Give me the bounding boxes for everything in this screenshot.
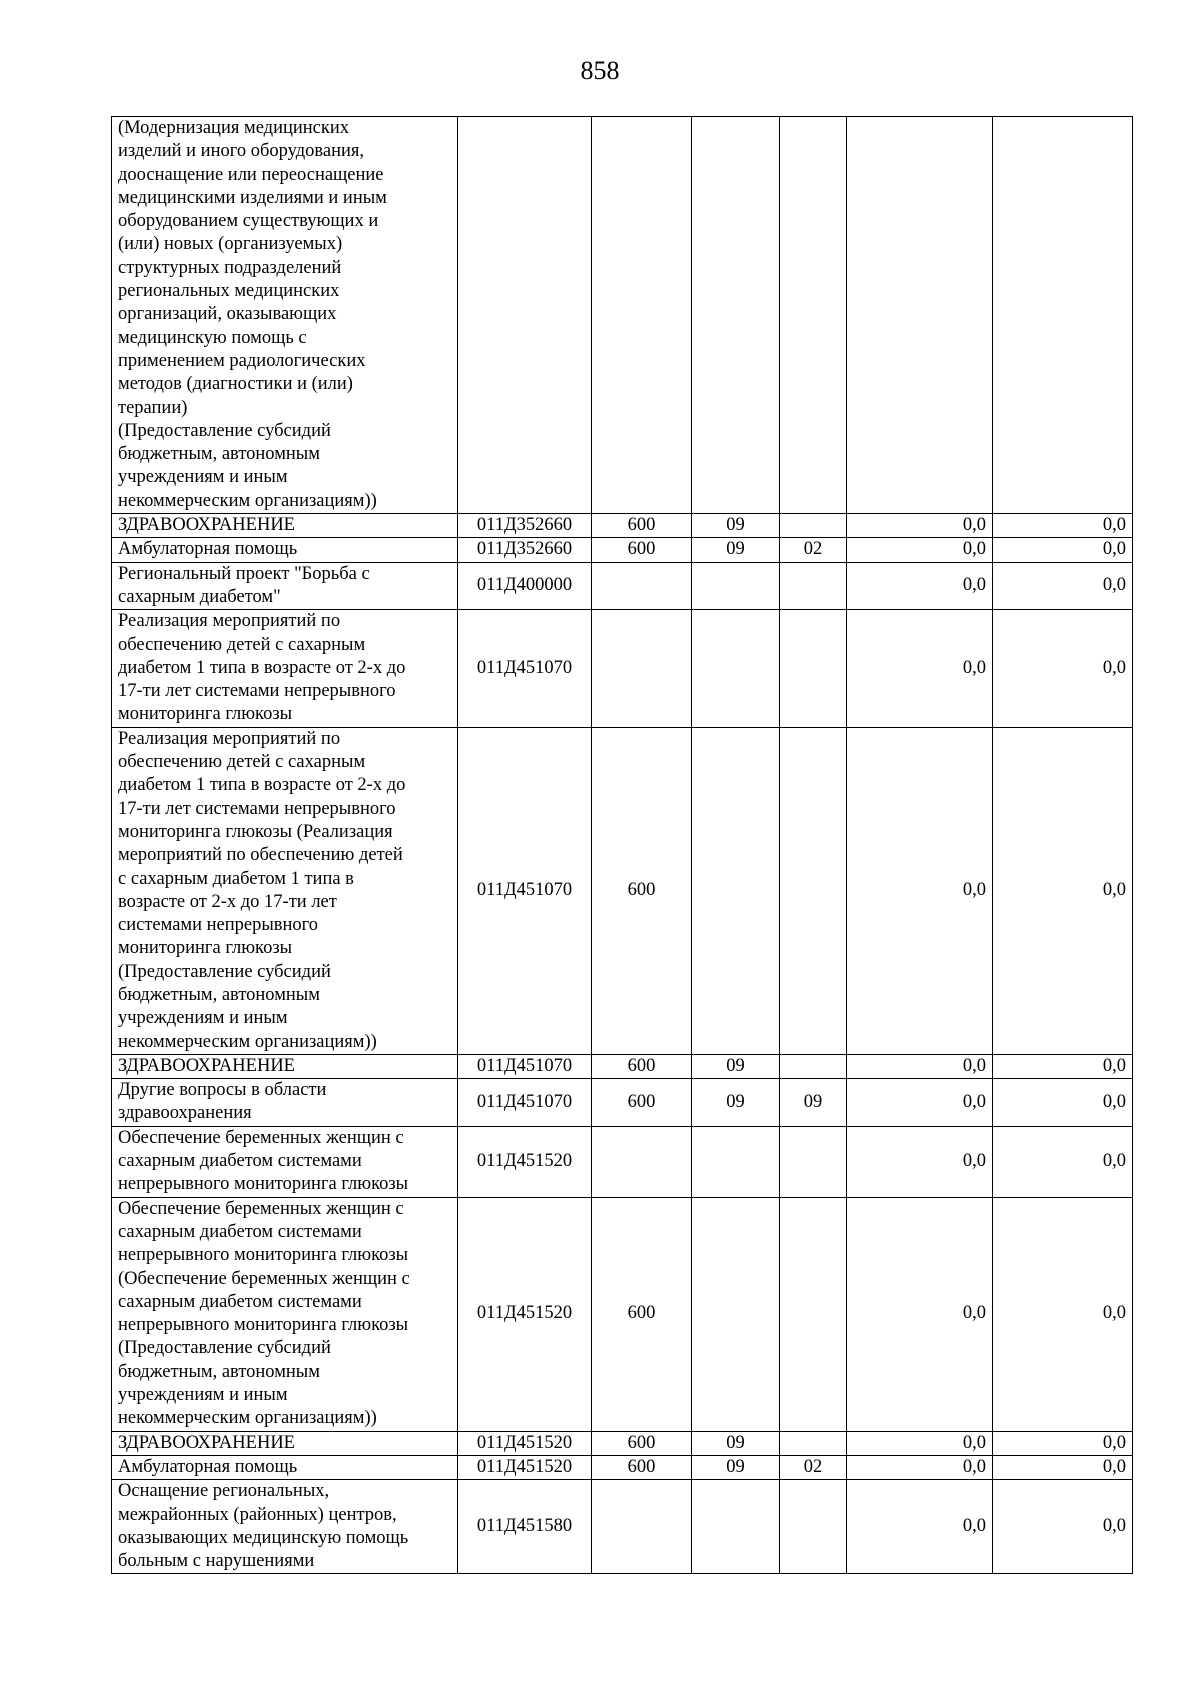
amount-2-cell: 0,0: [993, 538, 1133, 562]
expense-type-cell: 600: [592, 1197, 692, 1431]
budget-table: [111, 116, 1133, 1574]
amount-1-cell: [847, 117, 993, 514]
table-row: [112, 1197, 1133, 1431]
table-row: [112, 1126, 1133, 1197]
section-cell: 09: [692, 1455, 780, 1479]
table-row: [112, 1480, 1133, 1574]
section-cell: [692, 610, 780, 727]
subsection-cell: 02: [780, 538, 847, 562]
section-cell: [692, 1126, 780, 1197]
expense-type-cell: [592, 1126, 692, 1197]
amount-2-cell: 0,0: [993, 562, 1133, 610]
section-cell: [692, 727, 780, 1054]
amount-1-cell: 0,0: [847, 1126, 993, 1197]
expense-type-cell: 600: [592, 538, 692, 562]
amount-1-cell: 0,0: [847, 562, 993, 610]
item-name-cell: Обеспечение беременных женщин с сахарным диабетом системами непрерывного мониторинга глюкозы: [112, 1126, 458, 1197]
table-row: [112, 514, 1133, 538]
amount-1-cell: 0,0: [847, 1455, 993, 1479]
amount-2-cell: 0,0: [993, 1126, 1133, 1197]
target-article-cell: 011Д451520: [458, 1431, 592, 1455]
amount-2-cell: 0,0: [993, 1197, 1133, 1431]
page-number: 858: [580, 56, 620, 85]
target-article-cell: 011Д451520: [458, 1197, 592, 1431]
amount-1-cell: 0,0: [847, 1079, 993, 1127]
section-cell: 09: [692, 514, 780, 538]
expense-type-cell: 600: [592, 1431, 692, 1455]
table-row: [112, 727, 1133, 1054]
table-row: [112, 1054, 1133, 1078]
section-cell: 09: [692, 538, 780, 562]
section-cell: 09: [692, 1431, 780, 1455]
item-name-cell: Реализация мероприятий по обеспечению детей с сахарным диабетом 1 типа в возрасте от 2-х до 17-ти лет системами непрерывного мониторинга глюкозы (Реализация мероприятий по обеспечению детей с сахарным диабетом 1 типа в возрасте от 2-х до 17-ти лет системами непрерывного мониторинга глюкозы (Предоставление субсидий бюджетным, автономным учреждениям и иным некоммерческим организациям)): [112, 727, 458, 1054]
item-name-cell: Другие вопросы в области здравоохранения: [112, 1079, 458, 1127]
item-name-cell: Амбулаторная помощь: [112, 1455, 458, 1479]
table-row: [112, 1079, 1133, 1127]
subsection-cell: [780, 1126, 847, 1197]
subsection-cell: 09: [780, 1079, 847, 1127]
amount-1-cell: 0,0: [847, 1480, 993, 1574]
table-body: [112, 117, 1133, 1574]
subsection-cell: [780, 514, 847, 538]
section-cell: [692, 117, 780, 514]
amount-2-cell: [993, 117, 1133, 514]
target-article-cell: 011Д400000: [458, 562, 592, 610]
expense-type-cell: 600: [592, 727, 692, 1054]
table-row: [112, 1431, 1133, 1455]
item-name-cell: Оснащение региональных, межрайонных (районных) центров, оказывающих медицинскую помощь больным с нарушениями: [112, 1480, 458, 1574]
amount-1-cell: 0,0: [847, 514, 993, 538]
expense-type-cell: 600: [592, 514, 692, 538]
target-article-cell: 011Д451070: [458, 1079, 592, 1127]
target-article-cell: [458, 117, 592, 514]
section-cell: [692, 1480, 780, 1574]
section-cell: 09: [692, 1079, 780, 1127]
expense-type-cell: 600: [592, 1054, 692, 1078]
item-name-cell: Региональный проект "Борьба с сахарным диабетом": [112, 562, 458, 610]
item-name-cell: Реализация мероприятий по обеспечению детей с сахарным диабетом 1 типа в возрасте от 2-х до 17-ти лет системами непрерывного мониторинга глюкозы: [112, 610, 458, 727]
subsection-cell: [780, 1197, 847, 1431]
item-name-cell: ЗДРАВООХРАНЕНИЕ: [112, 514, 458, 538]
expense-type-cell: 600: [592, 1079, 692, 1127]
subsection-cell: 02: [780, 1455, 847, 1479]
amount-1-cell: 0,0: [847, 1197, 993, 1431]
item-name-cell: (Модернизация медицинских изделий и иного оборудования, дооснащение или переоснащение медицинскими изделиями и иным оборудованием существующих и (или) новых (организуемых) структурных подразделений региональных медицинских организаций, оказывающих медицинскую помощь с применением радиологических методов (диагностики и (или) терапии) (Предоставление субсидий бюджетным, автономным учреждениям и иным некоммерческим организациям)): [112, 117, 458, 514]
expense-type-cell: [592, 117, 692, 514]
subsection-cell: [780, 562, 847, 610]
subsection-cell: [780, 1054, 847, 1078]
subsection-cell: [780, 117, 847, 514]
amount-2-cell: 0,0: [993, 1054, 1133, 1078]
amount-1-cell: 0,0: [847, 1054, 993, 1078]
subsection-cell: [780, 1480, 847, 1574]
amount-1-cell: 0,0: [847, 1431, 993, 1455]
table-row: [112, 117, 1133, 514]
item-name-cell: Амбулаторная помощь: [112, 538, 458, 562]
target-article-cell: 011Д451520: [458, 1126, 592, 1197]
section-cell: [692, 1197, 780, 1431]
amount-1-cell: 0,0: [847, 610, 993, 727]
item-name-cell: Обеспечение беременных женщин с сахарным диабетом системами непрерывного мониторинга глюкозы (Обеспечение беременных женщин с сахарным диабетом системами непрерывного мониторинга глюкозы (Предоставление субсидий бюджетным, автономным учреждениям и иным некоммерческим организациям)): [112, 1197, 458, 1431]
table-row: [112, 1455, 1133, 1479]
subsection-cell: [780, 1431, 847, 1455]
target-article-cell: 011Д451070: [458, 1054, 592, 1078]
amount-2-cell: 0,0: [993, 1480, 1133, 1574]
amount-2-cell: 0,0: [993, 1431, 1133, 1455]
amount-2-cell: 0,0: [993, 514, 1133, 538]
table-row: [112, 538, 1133, 562]
expense-type-cell: [592, 610, 692, 727]
section-cell: 09: [692, 1054, 780, 1078]
target-article-cell: 011Д451580: [458, 1480, 592, 1574]
subsection-cell: [780, 610, 847, 727]
amount-2-cell: 0,0: [993, 1079, 1133, 1127]
target-article-cell: 011Д451520: [458, 1455, 592, 1479]
target-article-cell: 011Д352660: [458, 514, 592, 538]
subsection-cell: [780, 727, 847, 1054]
target-article-cell: 011Д451070: [458, 610, 592, 727]
expense-type-cell: [592, 1480, 692, 1574]
table-row: [112, 562, 1133, 610]
item-name-cell: ЗДРАВООХРАНЕНИЕ: [112, 1431, 458, 1455]
amount-1-cell: 0,0: [847, 538, 993, 562]
expense-type-cell: [592, 562, 692, 610]
amount-1-cell: 0,0: [847, 727, 993, 1054]
section-cell: [692, 562, 780, 610]
amount-2-cell: 0,0: [993, 727, 1133, 1054]
target-article-cell: 011Д451070: [458, 727, 592, 1054]
amount-2-cell: 0,0: [993, 1455, 1133, 1479]
expense-type-cell: 600: [592, 1455, 692, 1479]
amount-2-cell: 0,0: [993, 610, 1133, 727]
item-name-cell: ЗДРАВООХРАНЕНИЕ: [112, 1054, 458, 1078]
target-article-cell: 011Д352660: [458, 538, 592, 562]
table-row: [112, 610, 1133, 727]
